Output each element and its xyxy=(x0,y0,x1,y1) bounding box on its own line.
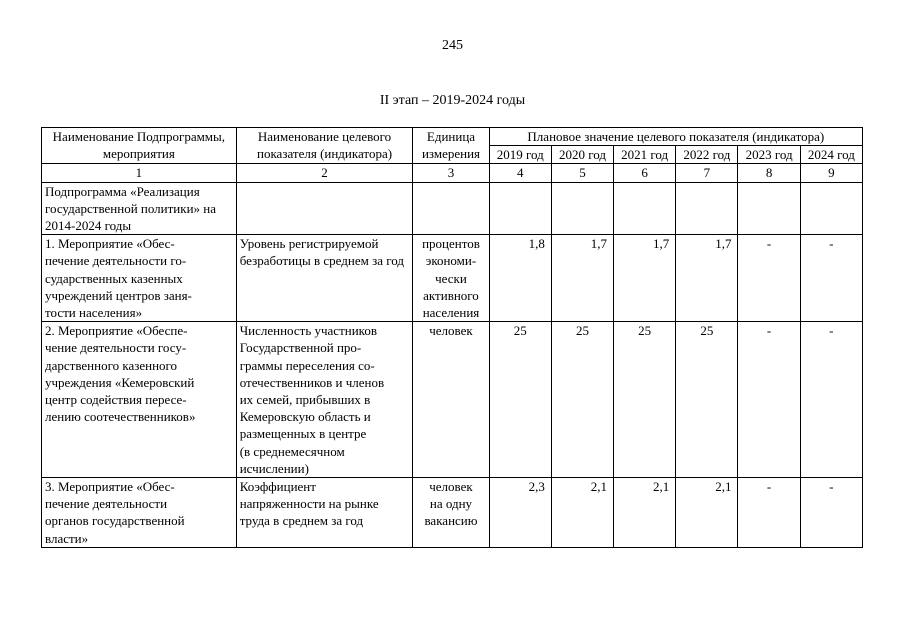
row-indicator-cell: Численность участников Государственной про- граммы переселения со- отечественников и членов их семей, прибывших в Кемеровскую область и размещенных в центре (в среднемесячном исчислении) xyxy=(236,322,413,478)
year-header: 2022 год xyxy=(676,146,738,164)
row-name-cell: 1. Мероприятие «Обес- печение деятельности го- сударственных казенных учреждений центров заня- тости населения» xyxy=(42,235,237,322)
value-cell: - xyxy=(800,235,862,322)
value-cell xyxy=(614,182,676,235)
value-cell: - xyxy=(738,235,800,322)
value-cell: 2,1 xyxy=(551,478,613,548)
value-cell xyxy=(551,182,613,235)
row-indicator-cell: Коэффициент напряженности на рынке труда в среднем за год xyxy=(236,478,413,548)
value-cell: 2,3 xyxy=(489,478,551,548)
row-unit-cell xyxy=(413,182,489,235)
row-name-cell: 2. Мероприятие «Обеспе- чение деятельности госу- дарственного казенного учреждения «Кемеровский центр содействия пересе- лению соотечественников» xyxy=(42,322,237,478)
value-cell xyxy=(489,182,551,235)
value-cell xyxy=(800,182,862,235)
value-cell: - xyxy=(738,478,800,548)
year-header: 2020 год xyxy=(551,146,613,164)
value-cell xyxy=(676,182,738,235)
table-row xyxy=(42,478,863,548)
row-unit-cell: процентов экономи- чески активного населения xyxy=(413,235,489,322)
row-unit-cell: человек xyxy=(413,322,489,478)
value-cell: 25 xyxy=(676,322,738,478)
header-plan-cell: Плановое значение целевого показателя (индикатора) xyxy=(489,128,862,146)
header-row xyxy=(42,128,863,146)
column-number: 4 xyxy=(489,164,551,182)
value-cell: 1,7 xyxy=(551,235,613,322)
column-number: 8 xyxy=(738,164,800,182)
page-number: 245 xyxy=(442,38,463,53)
value-cell: 2,1 xyxy=(614,478,676,548)
column-number: 7 xyxy=(676,164,738,182)
table-row xyxy=(42,182,863,235)
column-numbers-row xyxy=(42,164,863,182)
table-row xyxy=(42,235,863,322)
year-header: 2024 год xyxy=(800,146,862,164)
header-indicator-cell: Наименование целевого показателя (индикатора) xyxy=(236,128,413,164)
value-cell: - xyxy=(800,478,862,548)
row-indicator-cell: Уровень регистрируемой безработицы в среднем за год xyxy=(236,235,413,322)
row-unit-cell: человек на одну вакансию xyxy=(413,478,489,548)
column-number: 3 xyxy=(413,164,489,182)
value-cell: 1,8 xyxy=(489,235,551,322)
column-number: 5 xyxy=(551,164,613,182)
table-row xyxy=(42,322,863,478)
row-name-cell: Подпрограмма «Реализация государственной политики» на 2014-2024 годы xyxy=(42,182,237,235)
value-cell xyxy=(738,182,800,235)
column-number: 9 xyxy=(800,164,862,182)
value-cell: 2,1 xyxy=(676,478,738,548)
value-cell: 1,7 xyxy=(676,235,738,322)
year-header: 2021 год xyxy=(614,146,676,164)
value-cell: - xyxy=(800,322,862,478)
value-cell: 25 xyxy=(489,322,551,478)
value-cell: 1,7 xyxy=(614,235,676,322)
row-indicator-cell xyxy=(236,182,413,235)
value-cell: 25 xyxy=(614,322,676,478)
year-header: 2019 год xyxy=(489,146,551,164)
value-cell: - xyxy=(738,322,800,478)
header-name-cell: Наименование Подпрограммы, мероприятия xyxy=(42,128,237,164)
indicators-table xyxy=(41,127,863,548)
row-name-cell: 3. Мероприятие «Обес- печение деятельности органов государственной власти» xyxy=(42,478,237,548)
value-cell: 25 xyxy=(551,322,613,478)
year-header: 2023 год xyxy=(738,146,800,164)
column-number: 1 xyxy=(42,164,237,182)
column-number: 2 xyxy=(236,164,413,182)
header-unit-cell: Единица измерения xyxy=(413,128,489,164)
stage-title: II этап – 2019-2024 годы xyxy=(379,93,526,108)
column-number: 6 xyxy=(614,164,676,182)
